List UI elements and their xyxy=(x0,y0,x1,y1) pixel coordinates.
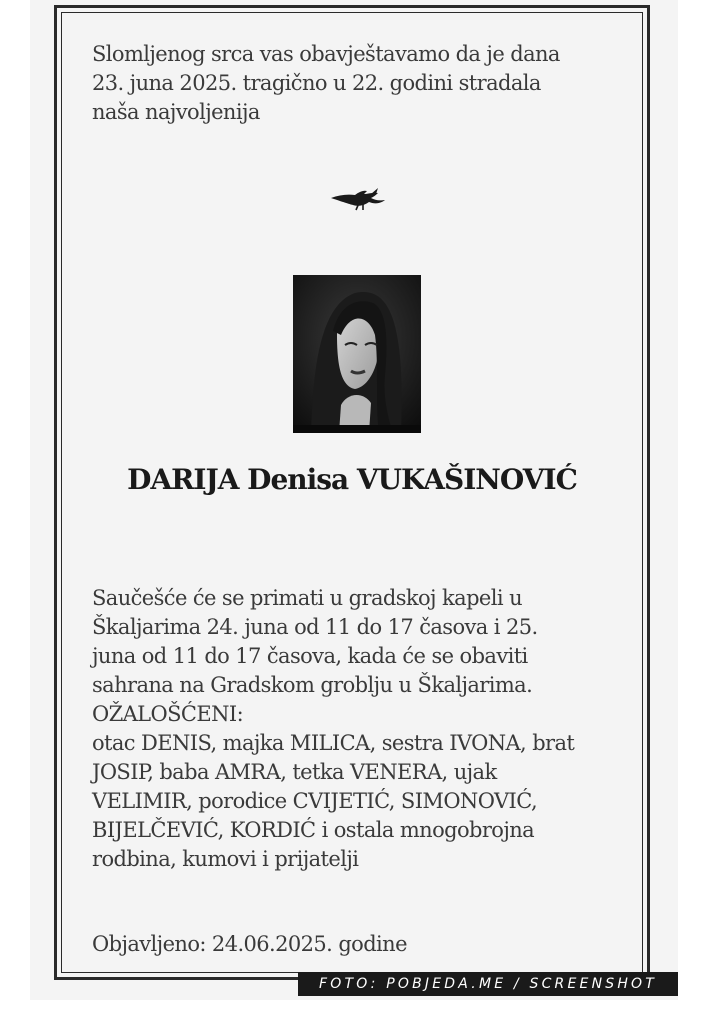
obituary-inner-frame xyxy=(61,12,643,973)
portrait-photo xyxy=(293,275,421,433)
photo-credit: FOTO: POBJEDA.ME / SCREENSHOT xyxy=(298,972,678,996)
published-date: Objavljeno: 24.06.2025. godine xyxy=(92,932,407,956)
obituary-frame xyxy=(54,5,650,980)
funeral-details: Saučešće će se primati u gradskoj kapeli u Škaljarima 24. juna od 11 do 17 časova i 25. juna od 11 do 17 časova, kada će se obaviti sahrana na Gradskom groblju u Škaljarima. OŽALOŠĆENI: otac DENIS, majka MILICA, sestra IVONA, brat JOSIP, baba AMRA, tetka VENERA, ujak VELIMIR, porodice CVIJETIĆ, SIMONOVIĆ, BIJELČEVIĆ, KORDIĆ i ostala mnogobrojna rodbina, kumovi i prijatelji xyxy=(92,586,575,871)
dove-icon xyxy=(329,183,389,211)
intro-text: Slomljenog srca vas obavještavamo da je dana 23. juna 2025. tragično u 22. godini stradala naša najvoljenija xyxy=(92,42,560,124)
deceased-name: DARIJA Denisa VUKAŠINOVIĆ xyxy=(127,463,577,496)
